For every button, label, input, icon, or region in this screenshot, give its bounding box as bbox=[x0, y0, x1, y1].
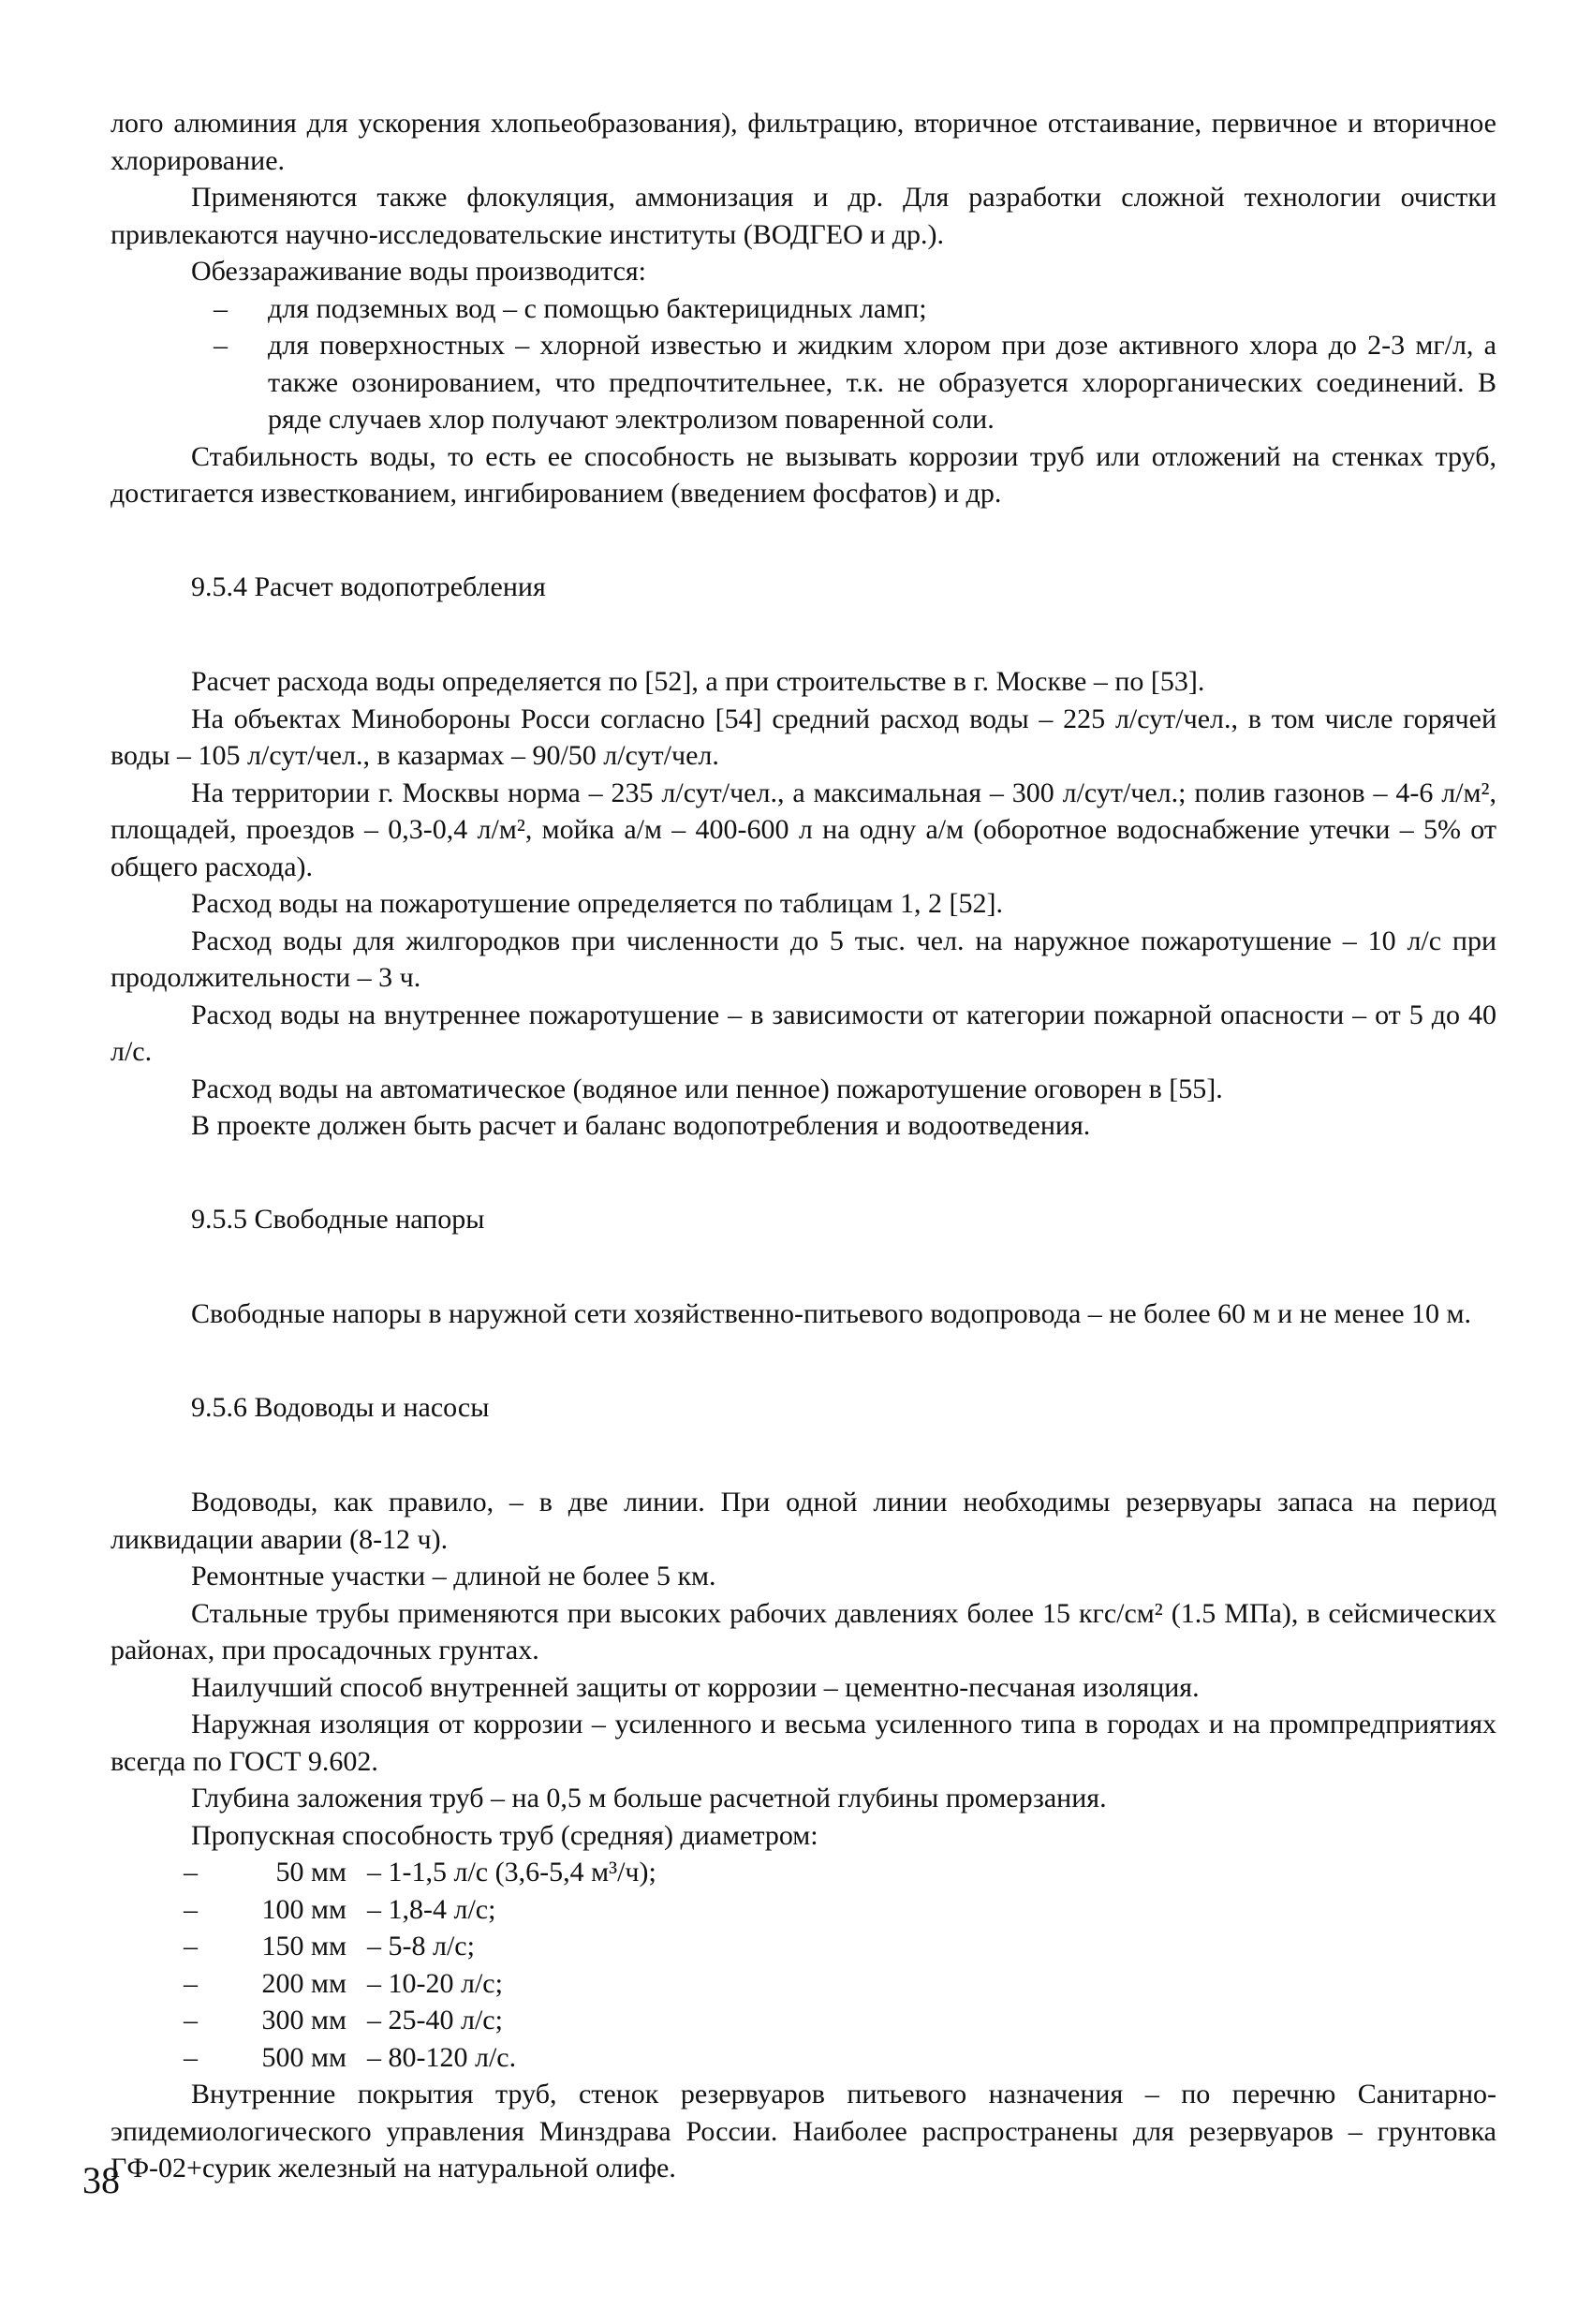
pipe-diameter: 150 мм bbox=[261, 1931, 346, 1961]
paragraph: Наилучший способ внутренней защиты от коррозии – цементно-песчаная изоляция. bbox=[191, 1671, 1200, 1703]
section-heading-955: 9.5.5 Свободные напоры bbox=[191, 1203, 485, 1235]
pipe-capacity: – 25-40 л/с; bbox=[367, 2005, 503, 2035]
dash-marker: – bbox=[184, 1931, 198, 1961]
pipe-capacity: – 5-8 л/с; bbox=[367, 1931, 475, 1961]
pipe-capacity-row bbox=[111, 1965, 1496, 2003]
paragraph: Расход воды на внутреннее пожаротушение – в зависимости от категории пожарной опасности – от 5 до 40 л/с. bbox=[111, 999, 1496, 1067]
paragraph: В проекте должен быть расчет и баланс водопотребления и водоотведения. bbox=[191, 1110, 1091, 1141]
pipe-capacity: – 10-20 л/с; bbox=[367, 1967, 503, 1999]
dash-marker: – bbox=[214, 292, 228, 324]
paragraph: Глубина заложения труб – на 0,5 м больше расчетной глубины промерзания. bbox=[191, 1783, 1107, 1813]
paragraph: Расход воды для жилгородков при численности до 5 тыс. чел. на наружное пожаротушение – 10 л/с при продолжительности – 3 ч. bbox=[111, 925, 1496, 993]
dash-marker: – bbox=[184, 1967, 198, 1999]
list-item bbox=[111, 327, 1496, 438]
dash-marker: – bbox=[214, 330, 228, 361]
paragraph: Свободные напоры в наружной сети хозяйственно-питьевого водопровода – не более 60 м и не менее 10 м. bbox=[191, 1298, 1472, 1329]
pipe-capacity-row bbox=[111, 1854, 1496, 1891]
paragraph-stability: Стабильность воды, то есть ее способность не вызывать коррозии труб или отложений на стенках труб, достигается известкованием, ингибированием (введением фосфатов) и др. bbox=[111, 440, 1496, 509]
paragraph: На объектах Минобороны Росси согласно [54] средний расход воды – 225 л/сут/чел., в том числе горячей воды – 105 л/сут/чел., в казармах – 90/50 л/сут/чел. bbox=[111, 703, 1496, 771]
paragraph: Пропускная способность труб (средняя) диаметром: bbox=[191, 1819, 818, 1851]
paragraph: На территории г. Москвы норма – 235 л/сут/чел., а максимальная – 300 л/сут/чел.; полив газонов – 4-6 л/м², площадей, проездов – 0,3-0,4 л/м², мойка а/м – 400-600 л на одну а/м (оборотное водоснабжение утечки – 5% от общего расхода). bbox=[111, 777, 1496, 882]
pipe-capacity: – 1-1,5 л/с (3,6-5,4 м³/ч); bbox=[367, 1857, 656, 1887]
paragraph: Водоводы, как правило, – в две линии. При одной линии необходимы резервуары запаса на период ликвидации аварии (8-12 ч). bbox=[111, 1487, 1496, 1555]
pipe-capacity-row bbox=[111, 1891, 1496, 1929]
dash-marker: – bbox=[184, 2041, 198, 2073]
dash-marker: – bbox=[184, 2005, 198, 2035]
page-body bbox=[111, 105, 1496, 2187]
dash-marker: – bbox=[184, 1857, 198, 1887]
section-heading-956: 9.5.6 Водоводы и насосы bbox=[191, 1391, 490, 1423]
paragraph: Расход воды на пожаротушение определяется по таблицам 1, 2 [52]. bbox=[191, 888, 1004, 919]
paragraph-final: Внутренние покрытия труб, стенок резервуаров питьевого назначения – по перечню Санитарно-эпидемиологического управления Минздрава России. Наиболее распространены для резервуаров – грунтовка ГФ-02+сурик железный на натуральной олифе. bbox=[111, 2079, 1496, 2183]
page-number: 38 bbox=[82, 2159, 120, 2201]
pipe-capacity-row bbox=[111, 2002, 1496, 2039]
list-item bbox=[111, 290, 1496, 328]
dash-marker: – bbox=[184, 1893, 198, 1925]
paragraph: Ремонтные участки – длиной не более 5 км. bbox=[191, 1561, 716, 1591]
paragraph-continuation: лого алюминия для ускорения хлопьеобразования), фильтрацию, вторичное отстаивание, первичное и вторичное хлорирование. bbox=[111, 108, 1496, 176]
paragraph: Стальные трубы применяются при высоких рабочих давлениях более 15 кгс/см² (1.5 МПа), в сейсмических районах, при просадочных грунтах. bbox=[111, 1597, 1496, 1665]
pipe-diameter: 500 мм bbox=[261, 2041, 346, 2073]
paragraph: Расход воды на автоматическое (водяное или пенное) пожаротушение оговорен в [55]. bbox=[191, 1073, 1223, 1104]
pipe-diameter: 300 мм bbox=[261, 2005, 346, 2035]
section-heading-954: 9.5.4 Расчет водопотребления bbox=[191, 570, 546, 602]
pipe-capacity-row bbox=[111, 2039, 1496, 2077]
pipe-capacity-row bbox=[111, 1928, 1496, 1965]
paragraph: Расчет расхода воды определяется по [52], а при строительстве в г. Москве – по [53]. bbox=[191, 666, 1205, 697]
pipe-capacity: – 1,8-4 л/с; bbox=[367, 1893, 496, 1925]
paragraph: Наружная изоляция от коррозии – усиленного и весьма усиленного типа в городах и на промпредприятиях всегда по ГОСТ 9.602. bbox=[111, 1709, 1496, 1777]
pipe-diameter: 50 мм bbox=[275, 1857, 346, 1887]
paragraph-disinfection-intro: Обеззараживание воды производится: bbox=[191, 256, 647, 287]
paragraph-flocculation: Применяются также флокуляция, аммонизация и др. Для разработки сложной технологии очистки привлекаются научно-исследовательские институты (ВОДГЕО и др.). bbox=[111, 182, 1496, 250]
pipe-capacity: – 80-120 л/с. bbox=[367, 2041, 517, 2073]
list-item-text: для подземных вод – с помощью бактерицидных ламп; bbox=[268, 292, 927, 324]
pipe-diameter: 100 мм bbox=[261, 1893, 346, 1925]
pipe-diameter: 200 мм bbox=[261, 1967, 346, 1999]
list-item-text: для поверхностных – хлорной известью и жидким хлором при дозе активного хлора до 2-3 мг/л, а также озонированием, что предпочтительнее, т.к. не образуется хлорорганических соединений. В ряде случаев хлор получают электролизом поваренной соли. bbox=[268, 330, 1496, 435]
